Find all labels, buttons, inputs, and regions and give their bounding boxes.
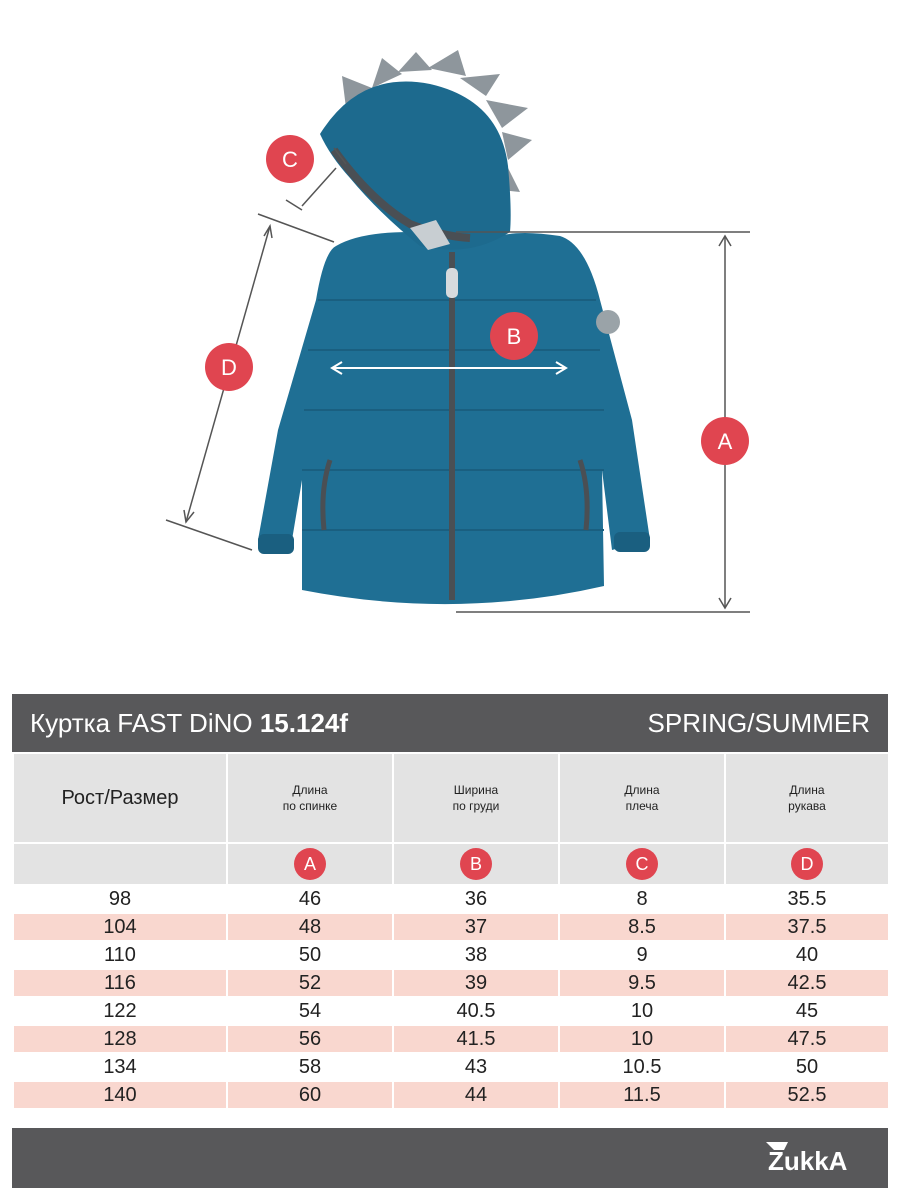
back-length-cell: 56	[227, 1025, 393, 1053]
footer-bar	[12, 1128, 888, 1188]
marker-a	[701, 417, 749, 465]
chest-width-cell: 36	[393, 885, 559, 913]
marker-row-empty	[13, 843, 227, 885]
chest-width-cell: 38	[393, 941, 559, 969]
size-chart-table	[12, 752, 890, 1110]
sleeve-length-cell: 35.5	[725, 885, 889, 913]
back-length-cell: 52	[227, 969, 393, 997]
shoulder-length-cell: 8.5	[559, 913, 725, 941]
table-row	[13, 1053, 889, 1081]
size-cell: 98	[13, 885, 227, 913]
marker-cell-a	[227, 843, 393, 885]
back-length-cell: 46	[227, 885, 393, 913]
size-cell: 116	[13, 969, 227, 997]
sleeve-length-cell: 50	[725, 1053, 889, 1081]
back-length-cell: 60	[227, 1081, 393, 1109]
table-row	[13, 941, 889, 969]
back-length-cell: 48	[227, 913, 393, 941]
shoulder-length-cell: 10	[559, 1025, 725, 1053]
marker-c	[266, 135, 314, 183]
sleeve-length-cell: 45	[725, 997, 889, 1025]
jacket	[258, 81, 650, 604]
marker-b	[490, 312, 538, 360]
table-row	[13, 969, 889, 997]
marker-a-label: A	[717, 429, 733, 454]
marker-badge-b: B	[460, 848, 492, 880]
product-name: Куртка FAST DiNO	[30, 707, 253, 738]
chest-width-cell: 44	[393, 1081, 559, 1109]
back-length-cell: 54	[227, 997, 393, 1025]
size-cell: 110	[13, 941, 227, 969]
shoulder-length-cell: 8	[559, 885, 725, 913]
marker-d	[205, 343, 253, 391]
chest-width-cell: 43	[393, 1053, 559, 1081]
season-label: SPRING/SUMMER	[647, 707, 870, 738]
shoulder-length-cell: 10.5	[559, 1053, 725, 1081]
product-code: 15.124f	[259, 707, 349, 738]
table-row	[13, 1025, 889, 1053]
marker-b-label: B	[506, 324, 522, 349]
sleeve-length-cell: 47.5	[725, 1025, 889, 1053]
table-row	[13, 1081, 889, 1109]
sleeve-length-cell: 40	[725, 941, 889, 969]
size-cell: 134	[13, 1053, 227, 1081]
marker-cell-c	[559, 843, 725, 885]
marker-badge-c: C	[626, 848, 658, 880]
product-title	[30, 708, 348, 739]
back-length-header: Длина по спинке	[227, 753, 393, 843]
product-header	[12, 694, 888, 752]
chest-width-cell: 37	[393, 913, 559, 941]
marker-row	[13, 843, 889, 885]
back-length-cell: 50	[227, 941, 393, 969]
marker-badge-a: A	[294, 848, 326, 880]
table-row	[13, 997, 889, 1025]
marker-d-label: D	[221, 355, 237, 380]
table-row	[13, 913, 889, 941]
table-row	[13, 885, 889, 913]
size-cell: 140	[13, 1081, 227, 1109]
sleeve-length-cell: 37.5	[725, 913, 889, 941]
marker-c-label: C	[282, 147, 298, 172]
brand-logo	[762, 1136, 874, 1180]
shoulder-length-cell: 9.5	[559, 969, 725, 997]
brand-logo-text: ZukkA	[768, 1146, 848, 1176]
chest-width-cell: 40.5	[393, 997, 559, 1025]
marker-cell-b	[393, 843, 559, 885]
shoulder-length-cell: 9	[559, 941, 725, 969]
chest-width-cell: 41.5	[393, 1025, 559, 1053]
marker-badge-d: D	[791, 848, 823, 880]
marker-cell-d	[725, 843, 889, 885]
shoulder-length-cell: 10	[559, 997, 725, 1025]
size-column-header: Рост/Размер	[13, 753, 227, 843]
sleeve-length-header: Длина рукава	[725, 753, 889, 843]
chest-width-cell: 39	[393, 969, 559, 997]
back-length-cell: 58	[227, 1053, 393, 1081]
table-header-row	[13, 753, 889, 843]
chest-width-header: Ширина по груди	[393, 753, 559, 843]
shoulder-length-header: Длина плеча	[559, 753, 725, 843]
sleeve-length-cell: 42.5	[725, 969, 889, 997]
size-cell: 128	[13, 1025, 227, 1053]
size-cell: 122	[13, 997, 227, 1025]
shoulder-length-cell: 11.5	[559, 1081, 725, 1109]
size-cell: 104	[13, 913, 227, 941]
sleeve-length-cell: 52.5	[725, 1081, 889, 1109]
